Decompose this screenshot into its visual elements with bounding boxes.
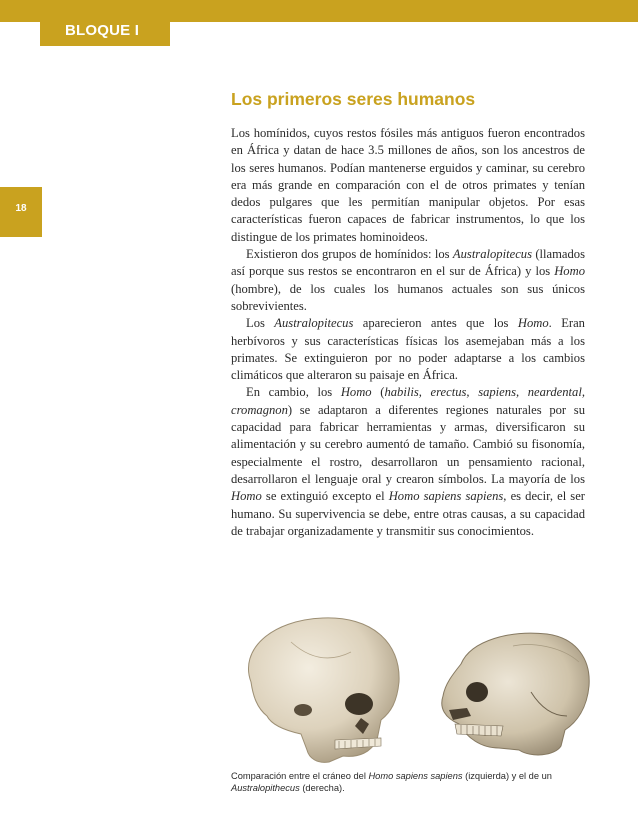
paragraph: Existieron dos grupos de homínidos: los Australopitecus (llamados así porque sus restos se encontraron en el sur de África) y los Homo (hombre), de los cuales los humanos actuales son sus únicos sobrevivientes. (231, 247, 585, 313)
italic-term: Australopitecus (274, 316, 354, 331)
italic-term: Australopitecus (452, 247, 532, 262)
body-text (231, 125, 585, 540)
section-title: Los primeros seres humanos (231, 89, 476, 109)
paragraph: Los Australopitecus aparecieron antes que los Homo. Eran herbívoros y sus características físicas los asemejaban más a los primates. Se extinguieron por no poder adaptarse a los cambios climáticos que alteraron su paisaje en África. (231, 316, 585, 383)
paragraph: En cambio, los Homo (habilis, erectus, sapiens, neardental, cromagnon) se adaptaron a diferentes regiones naturales por su capacidad para fabricar herramientas y armas, diversificaron su alimentación y su cerebro aumentó de tamaño. Cambió su fisonomía, especialmente el rostro, desarrollaron un pensamiento racional, desarrollaron el lenguaje oral y crearon símbolos. La mayoría de los Homo se extinguió excepto el Homo sapiens sapiens, es decir, el ser humano. Su supervivencia se debe, entre otras causas, a su capacidad de trabajar organizadamente y transmitir sus conocimientos. (231, 385, 585, 538)
italic-term: Australopithecus (231, 783, 300, 793)
homo-sapiens-skull (248, 618, 399, 762)
italic-term: Homo (231, 489, 262, 504)
figure-caption: Comparación entre el cráneo del Homo sapiens sapiens (izquierda) y el de un Australopithecus (derecha). (231, 771, 552, 793)
australopithecus-skull (442, 633, 589, 755)
italic-term: Homo (517, 316, 549, 331)
paragraph: Los homínidos, cuyos restos fósiles más antiguos fueron encontrados en África y datan de hace 3.5 millones de años, son los ancestros de los seres humanos. Podían mantenerse erguidos y caminar, su cerebro era más grande en comparación con el de otros primates y tenían dedos pulgares que les permitían manipular objetos. Por esas características fueron capaces de fabricar instrumentos, lo que los distingue de los primates hominoideos. (231, 126, 585, 244)
bloque-label: BLOQUE I (65, 22, 140, 39)
page-number: 18 (15, 203, 27, 214)
italic-term: Homo sapiens sapiens (368, 771, 463, 781)
italic-term: Homo (340, 385, 372, 400)
italic-term: Homo (554, 264, 585, 279)
italic-term: habilis, erectus, sapiens, neardental, cromagnon (231, 385, 585, 417)
italic-term: Homo sapiens sapiens (388, 489, 504, 504)
skull-comparison-photo (231, 612, 595, 767)
